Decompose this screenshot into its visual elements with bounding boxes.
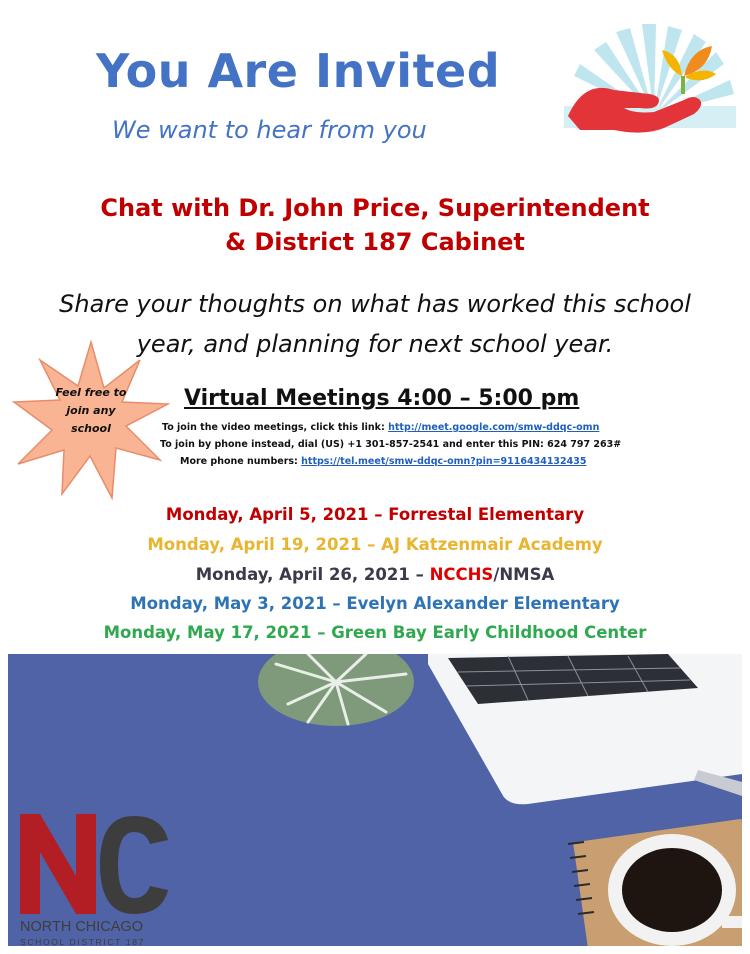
schedule-item-3-school-b: NMSA <box>499 565 555 584</box>
chat-line-1: Chat with Dr. John Price, Superintendent <box>100 194 650 222</box>
burst-line-3: school <box>71 422 111 435</box>
north-chicago-logo <box>18 810 178 946</box>
share-line-1: Share your thoughts on what has worked this school <box>59 290 691 318</box>
video-link-line <box>162 422 599 433</box>
virtual-meetings-heading: Virtual Meetings 4:00 – 5:00 pm <box>184 386 580 411</box>
flyer <box>8 8 742 946</box>
page-title: You Are Invited <box>96 44 501 98</box>
video-link[interactable]: http://meet.google.com/smw-ddqc-omn <box>388 422 600 433</box>
share-line-2: year, and planning for next school year. <box>136 330 614 358</box>
schedule-item-4: Monday, May 3, 2021 – Evelyn Alexander Elementary <box>130 594 620 613</box>
chat-line-2: & District 187 Cabinet <box>225 228 525 256</box>
video-link-prefix: To join the video meetings, click this link: <box>162 422 389 433</box>
schedule-item-2: Monday, April 19, 2021 – AJ Katzenmair Academy <box>147 535 603 554</box>
schedule-item-3 <box>8 565 742 584</box>
more-numbers-prefix: More phone numbers: <box>180 456 302 467</box>
schedule-item-3-school-a: NCCHS <box>429 565 494 584</box>
phone-line: To join by phone instead, dial (US) +1 301-857-2541 and enter this PIN: 624 797 263# <box>160 439 622 450</box>
more-numbers-link[interactable]: https://tel.meet/smw-ddqc-omn?pin=9116434132435 <box>301 456 587 467</box>
burst-line-2: join any <box>66 404 116 417</box>
schedule-item-5: Monday, May 17, 2021 – Green Bay Early Childhood Center <box>103 623 647 642</box>
burst-line-1: Feel free to <box>55 386 127 399</box>
page-subtitle: We want to hear from you <box>112 116 427 144</box>
more-numbers-line <box>180 456 586 467</box>
schedule-item-3-date: Monday, April 26, 2021 – <box>195 565 430 584</box>
schedule-item-1: Monday, April 5, 2021 – Forrestal Elementary <box>165 505 585 524</box>
logo-name: NORTH CHICAGO <box>20 919 143 935</box>
logo-district: SCHOOL DISTRICT 187 <box>20 937 145 947</box>
schedule-item-3-sep: / <box>493 565 500 584</box>
hand-plant-icon <box>554 20 742 140</box>
burst-text <box>50 384 132 438</box>
